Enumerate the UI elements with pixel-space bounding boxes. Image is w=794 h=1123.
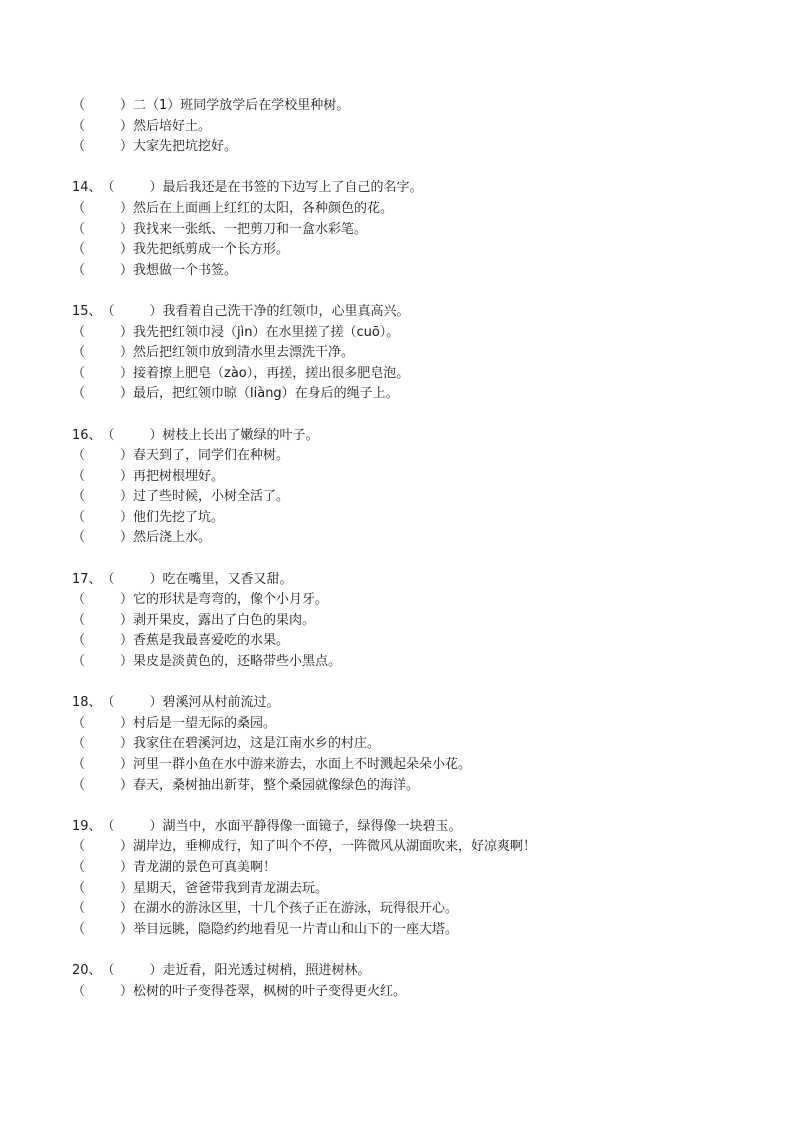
question-header-line <box>72 693 752 714</box>
sentence-line <box>72 240 752 261</box>
sentence-text: ）湖当中，水面平静得像一面镜子，绿得像一块碧玉。 <box>149 818 462 834</box>
sentence-line <box>72 776 752 797</box>
sentence-text: ）然后在上面画上红红的太阳，各种颜色的花。 <box>120 200 394 216</box>
sentence-text: ）它的形状是弯弯的，像个小月牙。 <box>120 592 329 608</box>
sentence-text: ）二（1）班同学放学后在学校里种树。 <box>120 98 350 113</box>
order-blank[interactable]: （ <box>72 736 86 752</box>
sentence-text: ）我找来一张纸、一把剪刀和一盒水彩笔。 <box>120 221 368 237</box>
sentence-text: ）河里一群小鱼在水中游来游去，水面上不时溅起朵朵小花。 <box>120 757 472 772</box>
group-spacer <box>72 796 752 817</box>
order-blank[interactable]: （ <box>72 365 86 381</box>
order-blank[interactable]: （ <box>101 818 115 834</box>
sentence-text: ）举目远眺，隐隐约约地看见一片青山和山下的一座大塔。 <box>120 921 459 937</box>
order-blank[interactable]: （ <box>72 715 86 731</box>
group-spacer <box>72 549 752 570</box>
order-blank[interactable]: （ <box>72 242 86 258</box>
sentence-line <box>72 323 752 344</box>
sentence-text: ）最后我还是在书签的下边写上了自己的名字。 <box>149 180 423 196</box>
sentence-text: ）青龙湖的景色可真美啊！ <box>120 859 277 875</box>
order-blank[interactable]: （ <box>72 386 86 402</box>
order-blank[interactable]: （ <box>101 571 115 587</box>
order-blank[interactable]: （ <box>72 324 86 340</box>
sentence-text: ）在湖水的游泳区里，十几个孩子正在游泳，玩得很开心。 <box>120 901 459 917</box>
question-header-line <box>72 178 752 199</box>
sentence-text: ）香蕉是我最喜爱吃的水果。 <box>120 633 290 649</box>
sentence-text: ）树枝上长出了嫩绿的叶子。 <box>149 427 319 443</box>
order-blank[interactable]: （ <box>72 509 86 525</box>
order-blank[interactable]: （ <box>72 921 86 937</box>
order-blank[interactable]: （ <box>72 200 86 216</box>
sentence-text: ）果皮是淡黄色的，还略带些小黑点。 <box>120 654 342 670</box>
question-header-line <box>72 426 752 447</box>
sentence-line <box>72 487 752 508</box>
sentence-line <box>72 858 752 879</box>
order-blank[interactable]: （ <box>72 118 86 134</box>
order-blank[interactable]: （ <box>72 777 86 793</box>
group-spacer <box>72 940 752 961</box>
order-blank[interactable]: （ <box>101 427 115 443</box>
sentence-line <box>72 467 752 488</box>
order-blank[interactable]: （ <box>101 303 115 319</box>
sentence-text: ）过了些时候，小树全活了。 <box>120 489 290 505</box>
question-number: 15、 <box>72 303 102 319</box>
sentence-text: ）剥开果皮，露出了白色的果肉。 <box>120 612 316 628</box>
order-blank[interactable]: （ <box>72 757 86 772</box>
order-blank[interactable]: （ <box>72 880 86 896</box>
sentence-text: ）松树的叶子变得苍翠，枫树的叶子变得更火红。 <box>120 983 407 999</box>
order-blank[interactable]: （ <box>72 612 86 628</box>
sentence-text: ）我家住在碧溪河边，这是江南水乡的村庄。 <box>120 736 381 752</box>
sentence-text: ）然后浇上水。 <box>120 530 212 546</box>
sentence-line <box>72 879 752 900</box>
order-blank[interactable]: （ <box>72 592 86 608</box>
sentence-text: ）湖岸边，垂柳成行，知了叫个不停，一阵微风从湖面吹来，好凉爽啊！ <box>120 839 537 855</box>
order-blank[interactable]: （ <box>72 468 86 484</box>
question-number: 20、 <box>72 962 102 978</box>
group-spacer <box>72 158 752 179</box>
order-blank[interactable]: （ <box>101 695 115 711</box>
order-blank[interactable]: （ <box>72 633 86 649</box>
order-blank[interactable]: （ <box>72 983 86 999</box>
worksheet-page <box>72 96 752 1002</box>
order-blank[interactable]: （ <box>72 901 86 917</box>
sentence-line <box>72 734 752 755</box>
sentence-line <box>72 837 752 858</box>
sentence-line <box>72 261 752 282</box>
question-header-line <box>72 961 752 982</box>
sentence-line <box>72 714 752 735</box>
sentence-line <box>72 590 752 611</box>
group-spacer <box>72 673 752 694</box>
question-header-line <box>72 570 752 591</box>
group-spacer <box>72 405 752 426</box>
order-blank[interactable]: （ <box>72 345 86 361</box>
sentence-line <box>72 652 752 673</box>
sentence-line <box>72 364 752 385</box>
sentence-text: ）再把树根埋好。 <box>120 468 225 484</box>
sentence-text: ）我先把红领巾浸（jìn）在水里搓了搓（cuō）。 <box>120 324 400 340</box>
sentence-text: ）村后是一望无际的桑园。 <box>120 715 277 731</box>
sentence-line <box>72 446 752 467</box>
order-blank[interactable]: （ <box>72 98 86 113</box>
sentence-text: ）我先把纸剪成一个长方形。 <box>120 242 290 258</box>
sentence-line <box>72 755 752 776</box>
order-blank[interactable]: （ <box>72 530 86 546</box>
order-blank[interactable]: （ <box>72 262 86 278</box>
sentence-line <box>72 899 752 920</box>
sentence-line <box>72 508 752 529</box>
order-blank[interactable]: （ <box>72 139 86 155</box>
sentence-text: ）然后培好土。 <box>120 118 212 134</box>
order-blank[interactable]: （ <box>101 962 115 978</box>
sentence-text: ）他们先挖了坑。 <box>120 509 225 525</box>
sentence-text: ）接着擦上肥皂（zào），再搓，搓出很多肥皂泡。 <box>120 365 410 381</box>
sentence-text: ）大家先把坑挖好。 <box>120 139 238 155</box>
sentence-text: ）星期天，爸爸带我到青龙湖去玩。 <box>120 880 329 896</box>
sentence-line <box>72 384 752 405</box>
sentence-text: ）我想做一个书签。 <box>120 262 238 278</box>
question-number: 19、 <box>72 818 102 834</box>
sentence-line <box>72 220 752 241</box>
sentence-line <box>72 137 752 158</box>
sentence-line <box>72 982 752 1003</box>
question-header-line <box>72 302 752 323</box>
sentence-text: ）我看着自己洗干净的红领巾，心里真高兴。 <box>149 303 410 319</box>
sentence-text: ）碧溪河从村前流过。 <box>149 695 280 711</box>
order-blank[interactable]: （ <box>72 448 86 464</box>
question-number: 14、 <box>72 180 102 196</box>
sentence-line <box>72 117 752 138</box>
sentence-text: ）春天到了，同学们在种树。 <box>120 448 290 464</box>
order-blank[interactable]: （ <box>72 654 86 670</box>
order-blank[interactable]: （ <box>72 489 86 505</box>
sentence-line <box>72 611 752 632</box>
sentence-line <box>72 631 752 652</box>
sentence-line <box>72 343 752 364</box>
sentence-line <box>72 528 752 549</box>
sentence-text: ）最后，把红领巾晾（liàng）在身后的绳子上。 <box>120 386 399 402</box>
question-number: 18、 <box>72 695 102 711</box>
question-number: 16、 <box>72 427 102 443</box>
sentence-text: ）春天，桑树抽出新芽，整个桑园就像绿色的海洋。 <box>120 777 420 793</box>
order-blank[interactable]: （ <box>72 859 86 875</box>
order-blank[interactable]: （ <box>101 180 115 196</box>
sentence-text: ）然后把红领巾放到清水里去漂洗干净。 <box>120 345 355 361</box>
question-header-line <box>72 817 752 838</box>
order-blank[interactable]: （ <box>72 221 86 237</box>
sentence-text: ）走近看，阳光透过树梢，照进树林。 <box>149 962 371 978</box>
order-blank[interactable]: （ <box>72 839 86 855</box>
sentence-line <box>72 199 752 220</box>
sentence-line <box>72 920 752 941</box>
group-spacer <box>72 281 752 302</box>
sentence-line <box>72 96 752 117</box>
question-number: 17、 <box>72 571 102 587</box>
sentence-text: ）吃在嘴里，又香又甜。 <box>149 571 293 587</box>
